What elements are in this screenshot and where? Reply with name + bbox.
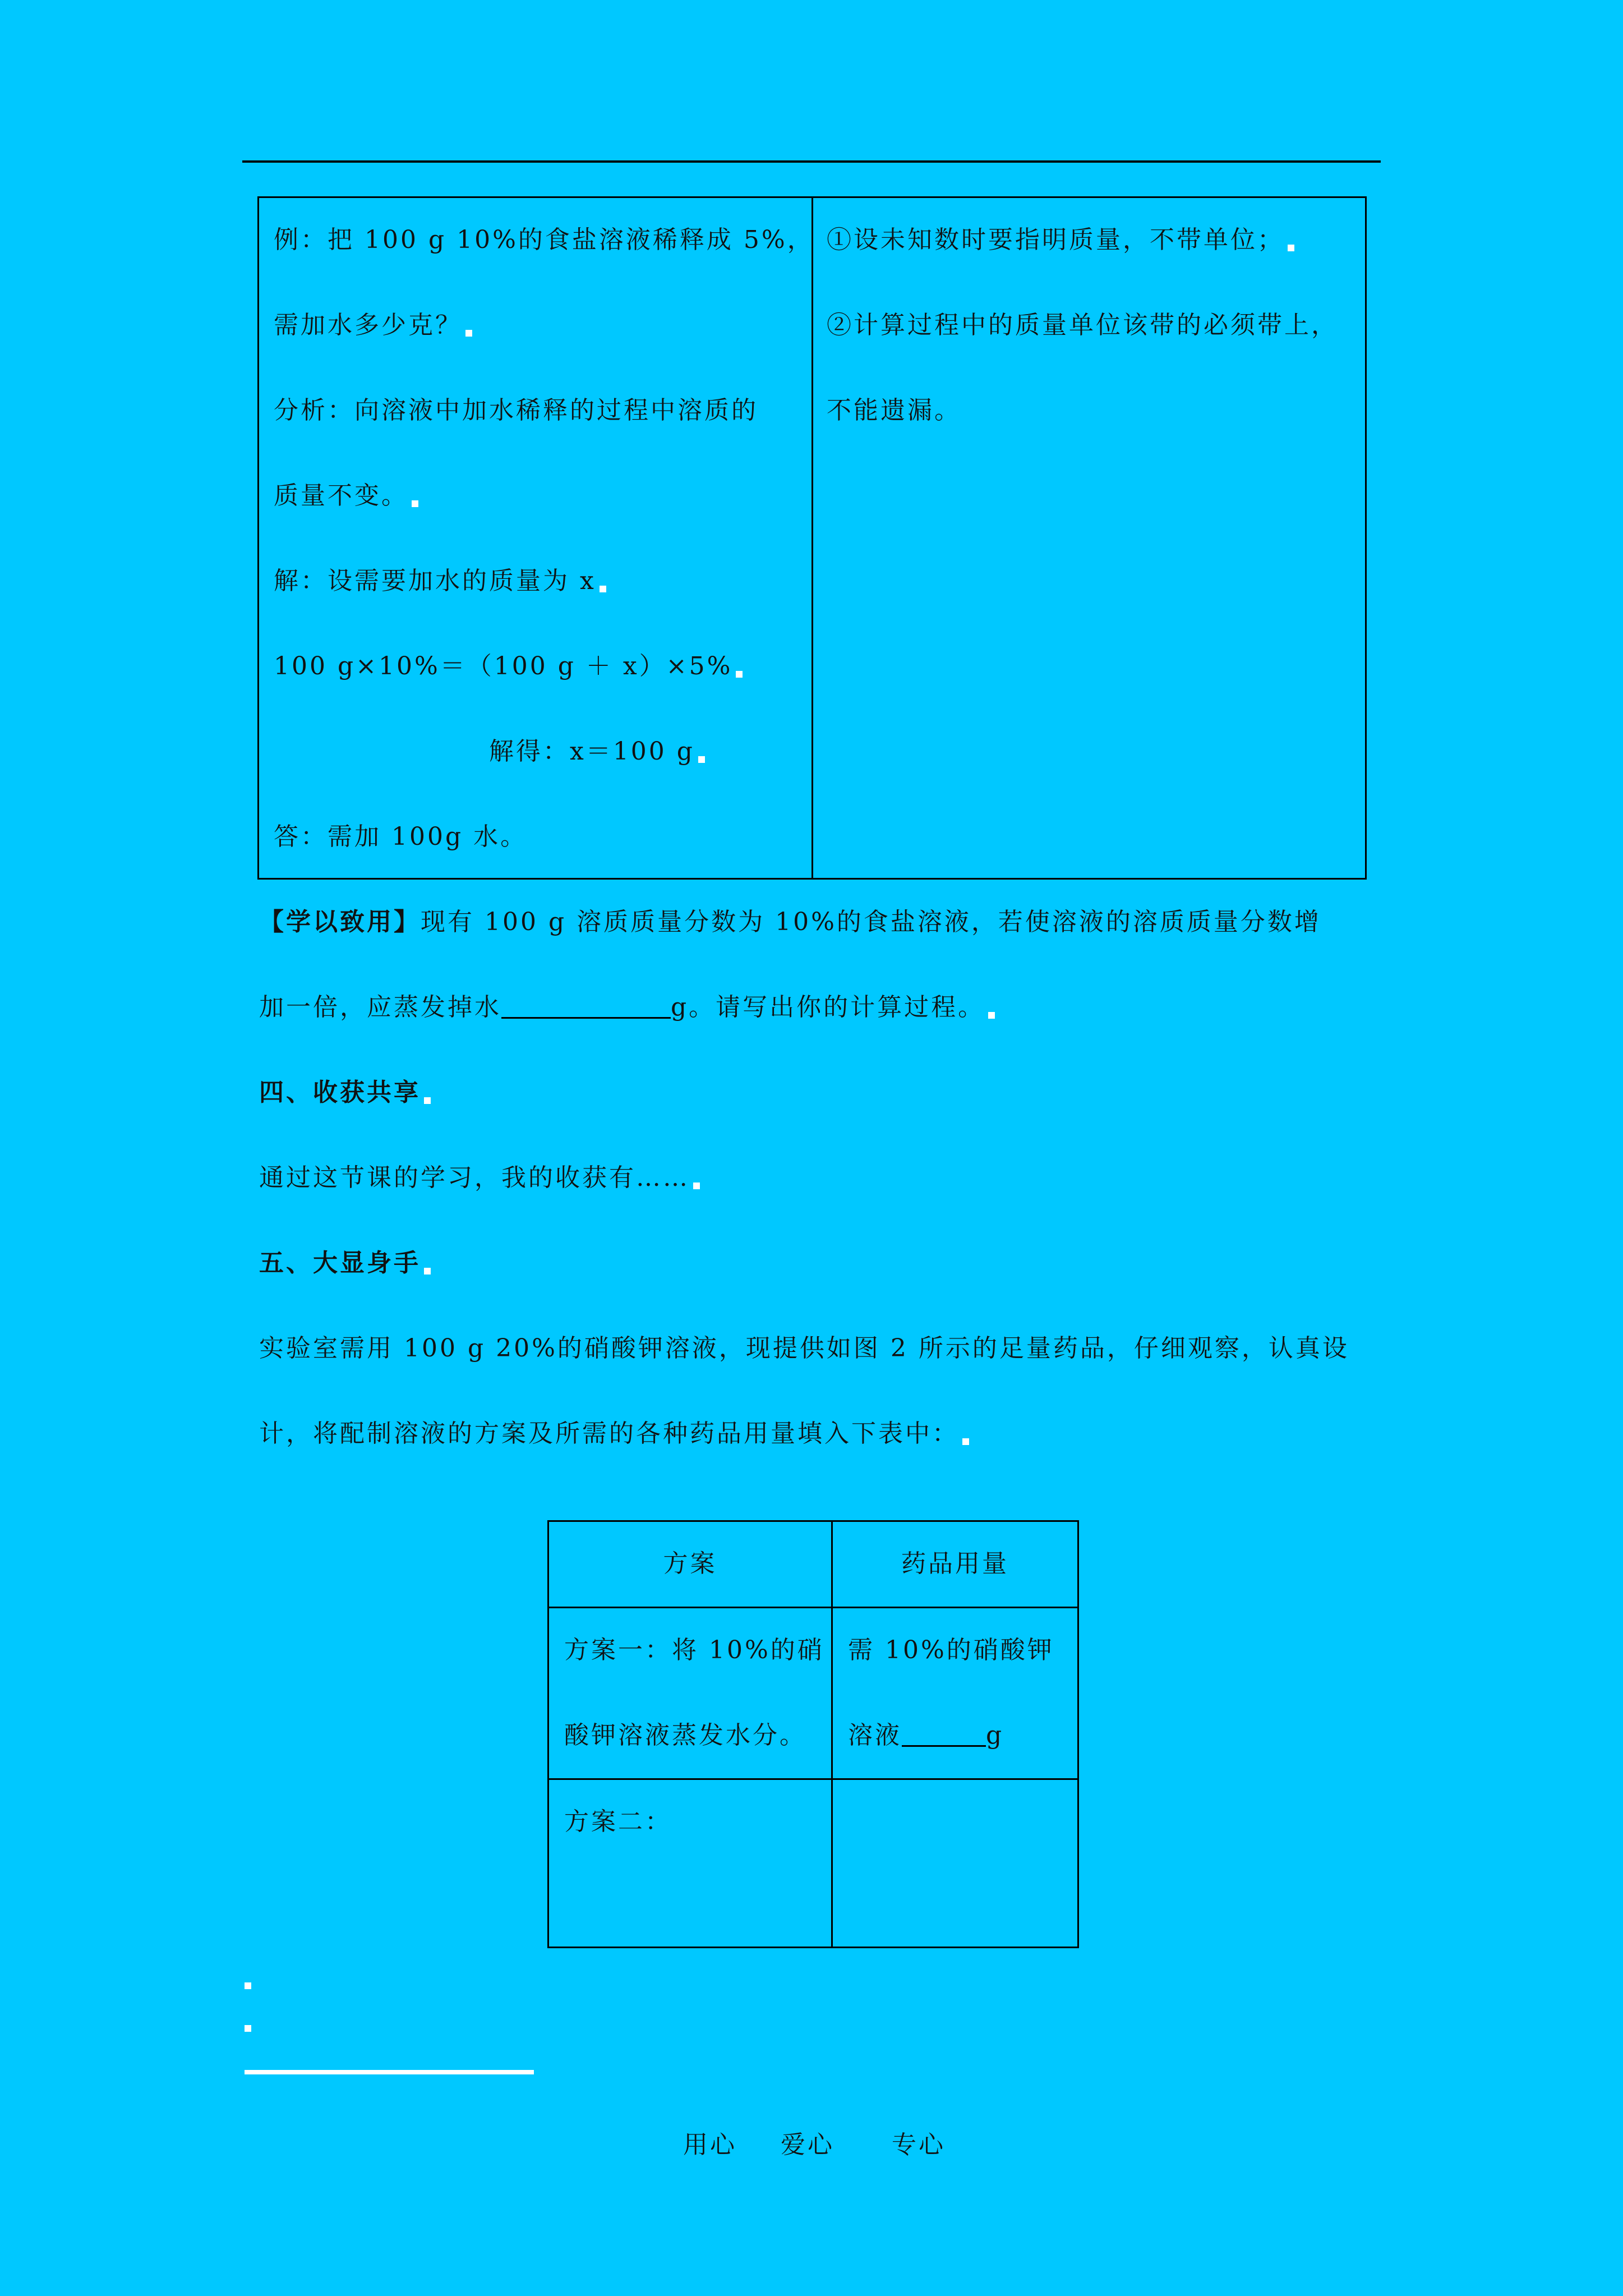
paragraph-mark: [424, 1268, 431, 1274]
plan-table-right: [1077, 1520, 1079, 1948]
paragraph-mark: [465, 330, 472, 337]
paragraph-mark: [698, 756, 705, 763]
section5-line-1: 实验室需用 100 g 20%的硝酸钾溶液，现提供如图 2 所示的足量药品，仔细观察，认真设: [259, 1334, 1349, 1363]
example-line-2: 需加水多少克？: [274, 309, 472, 342]
paragraph-mark: [736, 671, 743, 678]
plan-table-divider: [831, 1520, 833, 1948]
practice-tag: 【学以致用】: [259, 908, 421, 936]
plan-table-left: [547, 1520, 549, 1948]
paragraph-mark: [988, 1012, 995, 1019]
example-table-divider: [811, 196, 813, 880]
section5-heading: 五、大显身手: [259, 1246, 431, 1280]
example-line-4: 质量不变。: [274, 479, 418, 513]
footer-item-3: 专心: [892, 2131, 946, 2159]
amount-1-line-1: 需 10%的硝酸钾: [848, 1636, 1054, 1664]
footnote-rule: [245, 2070, 534, 2074]
answer-blank[interactable]: [501, 992, 671, 1019]
plan-header-amount: 药品用量: [901, 1549, 1009, 1578]
amount-1-line-2: 溶液 g: [848, 1721, 1004, 1750]
plan-header-scheme: 方案: [663, 1549, 717, 1578]
section5-line-2: 计，将配制溶液的方案及所需的各种药品用量填入下表中：: [259, 1417, 969, 1451]
example-line-7: 解得：x＝100 g: [489, 735, 705, 769]
plan-1-line-2: 酸钾溶液蒸发水分。: [564, 1721, 806, 1750]
plan-table-top: [547, 1520, 1079, 1522]
paragraph-mark: [412, 500, 418, 507]
paragraph-mark: [962, 1438, 969, 1445]
example-line-5: 解：设需要加水的质量为 x: [274, 564, 606, 598]
plan-1-line-1: 方案一：将 10%的硝: [564, 1636, 824, 1664]
amount-blank[interactable]: [902, 1720, 986, 1747]
practice-line-2: 加一倍，应蒸发掉水 g。请写出你的计算过程。: [259, 991, 995, 1024]
paragraph-mark: [245, 2025, 251, 2032]
section4-text: 通过这节课的学习，我的收获有……: [259, 1161, 700, 1195]
paragraph-mark: [424, 1097, 431, 1104]
plan-table-bottom: [547, 1947, 1079, 1948]
example-line-6: 100 g×10%＝（100 g ＋ x）×5%: [274, 650, 743, 683]
plan-table-row-2: [547, 1778, 1079, 1780]
example-line-8: 答：需加 100g 水。: [274, 822, 528, 851]
header-rule: [242, 160, 1381, 163]
paragraph-mark: [245, 1982, 251, 1989]
example-table-left: [257, 196, 259, 880]
note-2: ②计算过程中的质量单位该带的必须带上，: [827, 311, 1338, 339]
note-3: 不能遗漏。: [827, 396, 961, 425]
example-table-right: [1365, 196, 1367, 880]
paragraph-mark: [693, 1182, 700, 1189]
paragraph-mark: [600, 586, 606, 592]
footer-item-2: 爱心: [781, 2131, 834, 2159]
example-line-3: 分析：向溶液中加水稀释的过程中溶质的: [274, 396, 758, 425]
practice-line-1: 【学以致用】现有 100 g 溶质质量分数为 10%的食盐溶液，若使溶液的溶质质量分数增: [259, 908, 1321, 936]
footer-item-1: 用心: [683, 2131, 737, 2159]
paragraph-mark: [1288, 245, 1294, 251]
example-line-1: 例：把 100 g 10%的食盐溶液稀释成 5%，: [274, 226, 814, 254]
plan-2-label: 方案二：: [564, 1807, 672, 1836]
section4-heading: 四、收获共享: [259, 1076, 431, 1110]
note-1: ①设未知数时要指明质量，不带单位；: [827, 223, 1294, 257]
plan-table-row-1: [547, 1607, 1079, 1608]
